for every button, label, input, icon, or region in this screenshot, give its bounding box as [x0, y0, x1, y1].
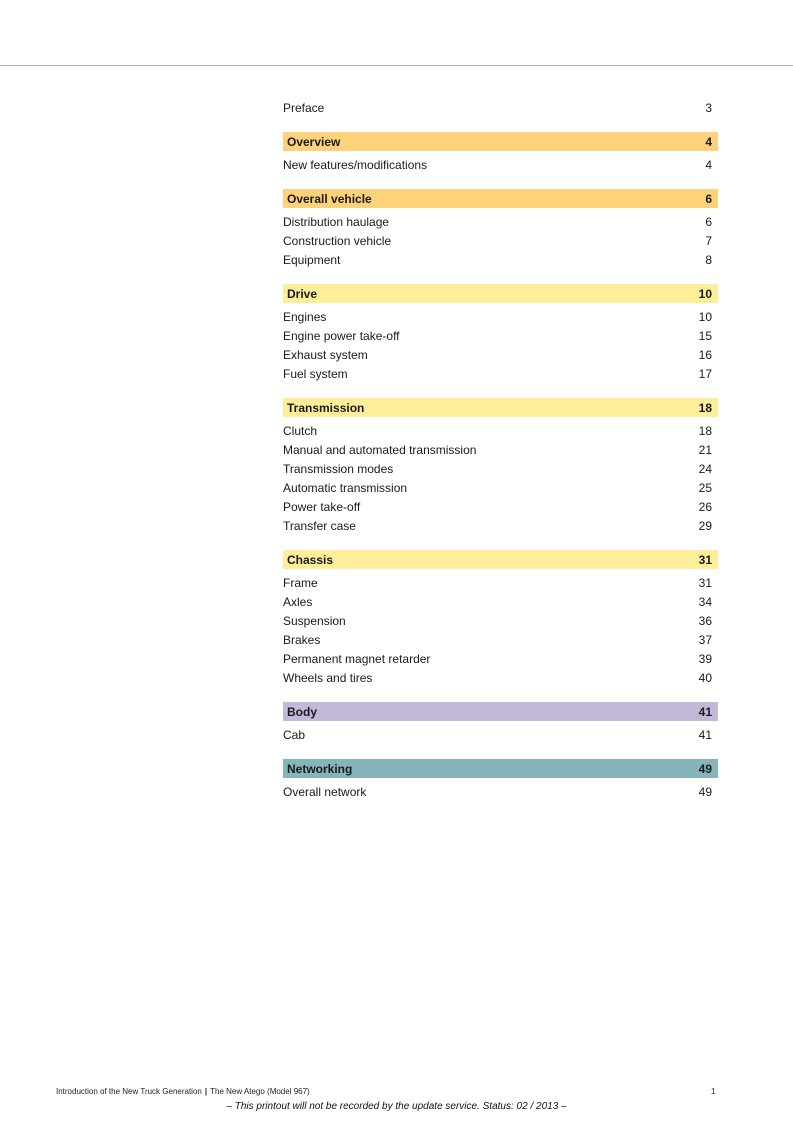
toc-entry-title: Cab: [283, 728, 306, 742]
toc-entry-page: 6: [705, 215, 712, 229]
toc-entry-page: 39: [698, 652, 712, 666]
toc-section: [283, 702, 712, 745]
toc-entry[interactable]: [283, 327, 712, 346]
toc-entry-title: Wheels and tires: [283, 671, 373, 685]
toc-section-page: 4: [705, 134, 712, 149]
toc-entry[interactable]: [283, 650, 712, 669]
footer-title: Introduction of the New Truck Generation: [56, 1087, 202, 1096]
toc-entry[interactable]: [283, 365, 712, 384]
footer-separator: |: [204, 1087, 208, 1096]
footer-page-number: 1: [711, 1087, 716, 1096]
toc-entry-page: 10: [698, 310, 712, 324]
toc-entry[interactable]: [283, 422, 712, 441]
toc-entry-page: 26: [698, 500, 712, 514]
toc-section-title: Overall vehicle: [287, 191, 372, 206]
toc-section-header[interactable]: [283, 398, 718, 417]
toc-entry-title: Permanent magnet retarder: [283, 652, 431, 666]
toc-entry-title: Automatic transmission: [283, 481, 408, 495]
toc-section-title: Drive: [287, 286, 318, 301]
toc-entry[interactable]: [283, 213, 712, 232]
toc-entry-title: Overall network: [283, 785, 367, 799]
toc-section-header[interactable]: [283, 132, 718, 151]
toc-entry-title: Axles: [283, 595, 313, 609]
toc-section-title: Body: [287, 704, 317, 719]
toc-entry-title: Transfer case: [283, 519, 356, 533]
toc-entry-title: Suspension: [283, 614, 346, 628]
toc-entry[interactable]: [283, 498, 712, 517]
toc-entry-title: Manual and automated transmission: [283, 443, 477, 457]
toc-sections: [283, 132, 712, 802]
toc-section: [283, 132, 712, 175]
toc-entry-title: Preface: [283, 101, 325, 115]
toc-section-page: 10: [698, 286, 712, 301]
toc-entry-page: 34: [698, 595, 712, 609]
toc-section: [283, 550, 712, 688]
toc-section-page: 18: [698, 400, 712, 415]
toc-entry-title: Fuel system: [283, 367, 348, 381]
toc-section-header[interactable]: [283, 759, 718, 778]
toc-entry[interactable]: [283, 251, 712, 270]
toc-entry-title: Engines: [283, 310, 327, 324]
toc-section-title: Networking: [287, 761, 353, 776]
toc-entry-page: 36: [698, 614, 712, 628]
toc-entry-page: 31: [698, 576, 712, 590]
toc-section: [283, 398, 712, 536]
toc-entry[interactable]: [283, 517, 712, 536]
toc-section-header[interactable]: [283, 702, 718, 721]
toc-section-title: Transmission: [287, 400, 365, 415]
toc-entry-title: Clutch: [283, 424, 318, 438]
toc-entry-page: 29: [698, 519, 712, 533]
toc-entry-title: Distribution haulage: [283, 215, 390, 229]
top-rule: [0, 65, 793, 66]
toc-entry-page: 18: [698, 424, 712, 438]
toc-entry-title: Frame: [283, 576, 318, 590]
toc-entry[interactable]: [283, 346, 712, 365]
toc-entry-page: 8: [705, 253, 712, 267]
footer-document-title: [56, 1087, 310, 1096]
toc-section-page: 6: [705, 191, 712, 206]
toc-entry-page: 15: [698, 329, 712, 343]
toc-entry-title: Power take-off: [283, 500, 361, 514]
toc-section-header[interactable]: [283, 189, 718, 208]
toc-section-page: 31: [698, 552, 712, 567]
toc-entry-title: Equipment: [283, 253, 341, 267]
toc-entry-title: Brakes: [283, 633, 321, 647]
toc-section-title: Overview: [287, 134, 341, 149]
toc-entry-title: Exhaust system: [283, 348, 368, 362]
toc-section: [283, 759, 712, 802]
toc-entry-title: Transmission modes: [283, 462, 394, 476]
footer-update-note: – This printout will not be recorded by the update service. Status: 02 / 2013 –: [226, 1101, 567, 1112]
toc-entry-title: Engine power take-off: [283, 329, 400, 343]
toc-entry-page: 25: [698, 481, 712, 495]
toc-section-page: 41: [698, 704, 712, 719]
toc-entry-page: 49: [698, 785, 712, 799]
toc-entry-page: 7: [705, 234, 712, 248]
toc-entry[interactable]: [283, 669, 712, 688]
toc-entry[interactable]: [283, 783, 712, 802]
toc-entry[interactable]: [283, 156, 712, 175]
toc-entry-page: 3: [705, 101, 712, 115]
table-of-contents: [283, 99, 712, 802]
toc-entry-title: New features/modifications: [283, 158, 428, 172]
toc-section-header[interactable]: [283, 284, 718, 303]
toc-entry-page: 4: [705, 158, 712, 172]
toc-section-header[interactable]: [283, 550, 718, 569]
toc-entry-page: 24: [698, 462, 712, 476]
toc-entry-page: 17: [698, 367, 712, 381]
toc-entry-preface[interactable]: [283, 99, 712, 118]
toc-entry[interactable]: [283, 726, 712, 745]
toc-entry-page: 41: [698, 728, 712, 742]
toc-entry[interactable]: [283, 574, 712, 593]
toc-section-title: Chassis: [287, 552, 334, 567]
footer-subtitle: The New Atego (Model 967): [210, 1087, 310, 1096]
toc-entry[interactable]: [283, 460, 712, 479]
toc-section-page: 49: [698, 761, 712, 776]
toc-entry[interactable]: [283, 612, 712, 631]
toc-entry-page: 37: [698, 633, 712, 647]
toc-section: [283, 189, 712, 270]
toc-entry[interactable]: [283, 479, 712, 498]
toc-entry-page: 40: [698, 671, 712, 685]
toc-entry[interactable]: [283, 593, 712, 612]
toc-entry[interactable]: [283, 232, 712, 251]
toc-entry[interactable]: [283, 308, 712, 327]
toc-section: [283, 284, 712, 384]
toc-entry-page: 16: [698, 348, 712, 362]
toc-entry[interactable]: [283, 441, 712, 460]
toc-entry[interactable]: [283, 631, 712, 650]
toc-entry-title: Construction vehicle: [283, 234, 392, 248]
toc-entry-page: 21: [698, 443, 712, 457]
